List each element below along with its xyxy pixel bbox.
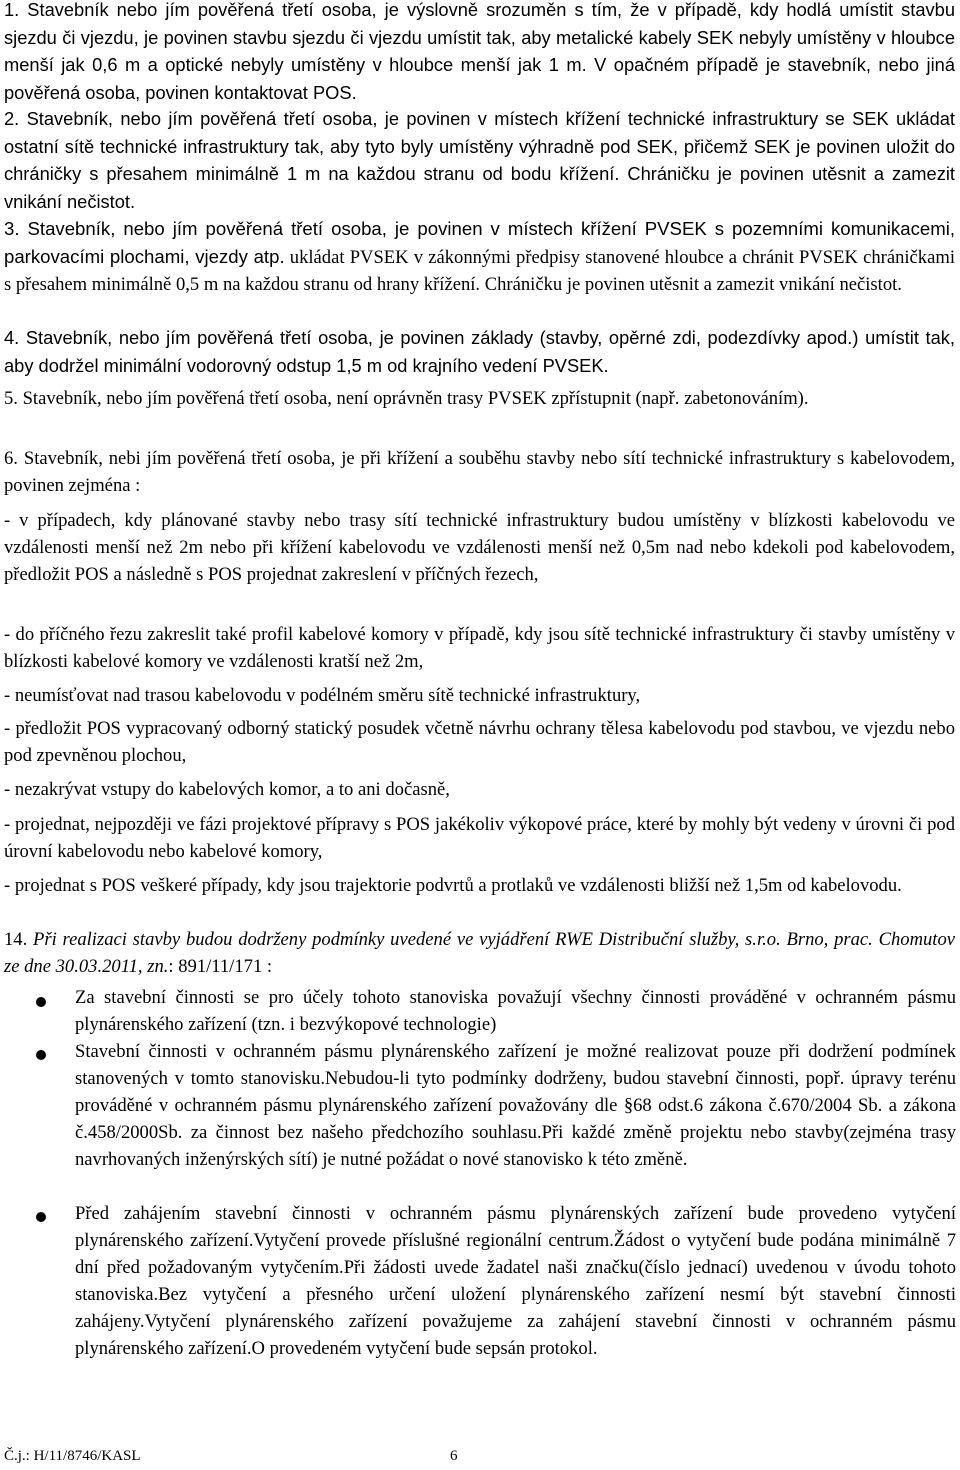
paragraph-1: 1. Stavebník nebo jím pověřená třetí osoba, je výslovně srozuměn s tím, že v případě, kdy hodlá umístit stavbu sjezdu či vjezdu, je povinen stavbu sjezdu či vjezdu umístit tak, aby metalické kabely SEK nebyly umístěny v hloubce menší jak 0,6 m a optické nebyly umístěny v hloubce menší jak 1 m. V opačném případě je stavebník, nebo jiná pověřená osoba, povinen kontaktovat POS.: [4, 0, 955, 103]
bullet-item-3: Před zahájením stavební činnosti v ochranném pásmu plynárenských zařízení bude provedeno vytyčení plynárenského zařízení.Vytyčení provede příslušné regionální centrum.Žádost o vytyčení bude podána minimálně 7 dní před požadovaným vytyčením.Při žádosti uvede žadatel naši značku(číslo jednací) uvedenou v úvodu tohoto stanoviska.Bez vytyčení a přesného určení uložení plynárenského zařízení nesmí být stavební činnosti zahájeny.Vytyčení plynárenského zařízení považujeme za zahájení stavební činnosti v ochranném pásmu plynárenského zařízení.O provedeném vytyčení bude sepsán protokol.: [75, 1203, 956, 1359]
paragraph-3-part-b: ukládat PVSEK v zákonnými předpisy stanovené hloubce a chránit PVSEK chráničkami s přesahem minimálně 0,5 m na každou stranu od hrany křížení. Chráničku je povinen utěsnit a zamezit vnikání nečistot.: [4, 247, 955, 295]
footer-page-number: 6: [450, 1448, 458, 1464]
dash-item-2: - do příčného řezu zakreslit také profil kabelové komory v případě, kdy jsou sítě technické infrastruktury či stavby umístěny v blízkosti kabelové komory ve vzdálenosti kratší než 2m,: [4, 624, 955, 672]
dash-item-6: - projednat, nejpozději ve fázi projektové přípravy s POS jakékoliv výkopové práce, které by mohly být vedeny v úrovni či pod úrovní kabelovodu nebo kabelové komory,: [4, 814, 955, 862]
paragraph-5: 5. Stavebník, nebo jím pověřená třetí osoba, není oprávněn trasy PVSEK zpřístupnit (např. zabetonováním).: [4, 388, 809, 409]
dash-item-4: - předložit POS vypracovaný odborný statický posudek včetně návrhu ochrany tělesa kabelovodu pod stavbou, ve vjezdu nebo pod zpevněnou plochou,: [4, 718, 955, 766]
dash-item-5: - nezakrývat vstupy do kabelových komor, a to ani dočasně,: [4, 779, 450, 800]
bullet-item-2: Stavební činnosti v ochranném pásmu plynárenského zařízení je možné realizovat pouze při dodržení podmínek stanovených v tomto stanovisku.Nebudou-li tyto podmínky dodrženy, budou stavební činnosti, popř. úpravy terénu prováděné v ochranném pásmu plynárenského zařízení považovány dle §68 odst.6 zákona č.670/2004 Sb. a zákona č.458/2000Sb. za činnost bez našeho předchozího souhlasu.Při každé změně projektu nebo stavby(zejména trasy navrhovaných inženýrských sítí) je nutné požádat o nové stanovisko k této změně.: [75, 1041, 956, 1170]
paragraph-2: 2. Stavebník, nebo jím pověřená třetí osoba, je povinen v místech křížení technické infrastruktury se SEK ukládat ostatní sítě technické infrastruktury tak, aby tyto byly umístěny výhradně pod SEK, přičemž SEK je povinen uložit do chráničky s přesahem minimálně 1 m na každou stranu od bodu křížení. Chráničku je povinen utěsnit a zamezit vnikání nečistot.: [4, 108, 955, 212]
paragraph-3: [4, 215, 955, 298]
paragraph-14-italic: Při realizaci stavby budou dodrženy podmínky uvedené ve vyjádření RWE Distribuční služby, s.r.o. Brno, prac. Chomutov ze dne 30.03.2011, zn.: [4, 929, 956, 977]
bullet-dot-1: [36, 997, 46, 1007]
dash-item-3: - neumísťovat nad trasou kabelovodu v podélném směru sítě technické infrastruktury,: [4, 685, 641, 706]
paragraph-14: [4, 926, 955, 980]
paragraph-14-number: 14.: [4, 929, 34, 950]
paragraph-4: 4. Stavebník, nebo jím pověřená třetí osoba, je povinen základy (stavby, opěrné zdi, podezdívky apod.) umístit tak, aby dodržel minimální vodorovný odstup 1,5 m od krajního vedení PVSEK.: [4, 327, 955, 376]
dash-item-1: - v případech, kdy plánované stavby nebo trasy sítí technické infrastruktury budou umístěny v blízkosti kabelovodu ve vzdálenosti menší než 2m nebo při křížení kabelovodu ve vzdálenosti menší než 0,5m nad nebo kdekoli pod kabelovodem, předložit POS a následně s POS projednat zakreslení v příčných řezech,: [4, 510, 955, 585]
footer-reference: Č.j.: H/11/8746/KASL: [4, 1448, 141, 1464]
paragraph-6: 6. Stavebník, nebi jím pověřená třetí osoba, je při křížení a souběhu stavby nebo sítí technické infrastruktury s kabelovodem, povinen zejména :: [4, 448, 955, 496]
dash-item-7: - projednat s POS veškeré případy, kdy jsou trajektorie podvrtů a protlaků ve vzdálenosti bližší než 1,5m od kabelovodu.: [4, 875, 902, 896]
bullet-dot-2: [36, 1050, 46, 1060]
bullet-dot-3: [36, 1212, 46, 1222]
bullet-item-1: Za stavební činnosti se pro účely tohoto stanoviska považují všechny činnosti prováděné v ochranném pásmu plynárenského zařízení (tzn. i bezvýkopové technologie): [75, 987, 956, 1035]
paragraph-14-ref: : 891/11/171 :: [168, 956, 273, 977]
paragraph-3-part-a: 3. Stavebník, nebo jím pověřená třetí osoba, je povinen v místech křížení PVSEK s pozemními komunikacemi, parkovacími plochami, vjezdy atp.: [4, 218, 955, 267]
